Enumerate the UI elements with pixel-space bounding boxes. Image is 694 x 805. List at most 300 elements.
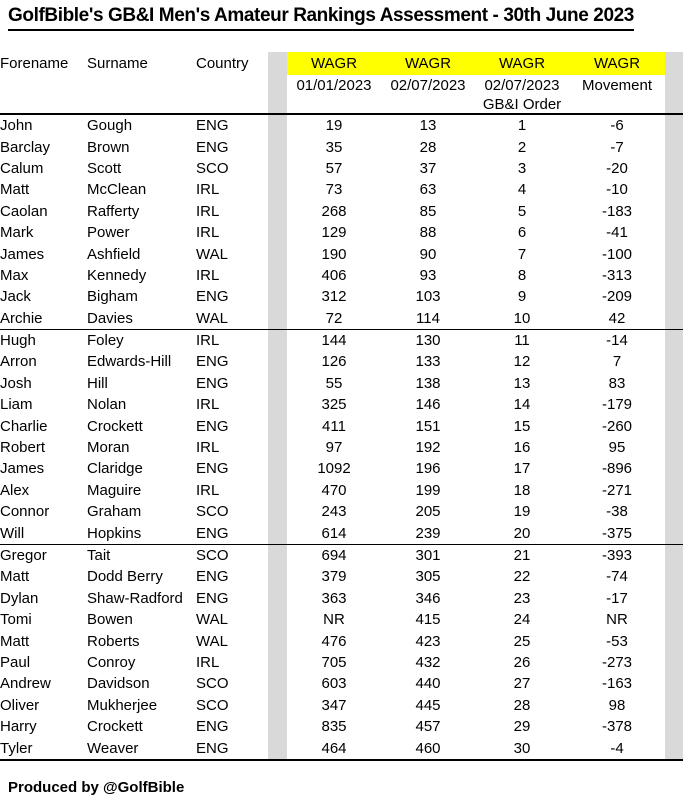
cell-wagr-jan: 129	[321, 224, 347, 242]
cell-surname: Davidson	[87, 675, 150, 693]
gray-spacer-band	[268, 286, 287, 307]
gray-spacer-band	[268, 329, 287, 351]
cell-movement: -53	[606, 632, 628, 650]
cell-movement: -14	[606, 332, 628, 350]
right-margin	[683, 716, 694, 737]
cell-surname: Foley	[87, 332, 124, 350]
cell-wagr-jul: 432	[415, 653, 441, 671]
gray-spacer-band	[268, 136, 287, 157]
cell-country: IRL	[196, 266, 220, 284]
table-row	[0, 136, 694, 157]
cell-gbi-order: 23	[513, 589, 531, 607]
gray-spacer-band	[665, 286, 683, 307]
cell-forename: Matt	[0, 568, 30, 586]
right-margin	[683, 136, 694, 157]
cell-wagr-jan: 73	[325, 181, 343, 199]
cell-gbi-order: 15	[513, 417, 531, 435]
table-row	[0, 437, 694, 458]
cell-wagr-jul: 440	[415, 675, 441, 693]
cell-gbi-order: 17	[513, 460, 531, 478]
cell-surname: Power	[87, 224, 130, 242]
cell-surname: Mukherjee	[87, 696, 158, 714]
cell-country: ENG	[196, 417, 229, 435]
cell-surname: Bowen	[87, 611, 133, 629]
cell-wagr-jan: NR	[323, 611, 345, 629]
cell-country: WAL	[196, 245, 228, 263]
cell-wagr-jul: 151	[415, 417, 441, 435]
right-margin	[683, 522, 694, 544]
gray-spacer-band	[268, 480, 287, 501]
gray-spacer-band	[665, 609, 683, 630]
cell-wagr-jul: 239	[381, 522, 475, 544]
cell-movement: -179	[601, 396, 633, 414]
right-margin	[683, 480, 694, 501]
gray-spacer-band	[268, 52, 287, 75]
cell-gbi-order: 24	[513, 611, 531, 629]
cell-country: IRL	[196, 396, 220, 414]
table-row	[0, 329, 694, 351]
gray-spacer-band	[665, 673, 683, 694]
cell-surname: Roberts	[87, 632, 140, 650]
cell-surname: Tait	[87, 547, 111, 564]
cell-wagr-jul: 445	[415, 696, 441, 714]
cell-movement: 95	[608, 439, 626, 457]
cell-gbi-order: 11	[514, 332, 530, 350]
cell-gbi-order: 12	[513, 353, 531, 371]
cell-movement: -393	[601, 547, 633, 564]
cell-wagr-jul: 460	[381, 737, 475, 759]
cell-gbi-order: 3	[517, 159, 527, 177]
cell-surname: Conroy	[87, 653, 136, 671]
cell-forename: James	[0, 245, 45, 263]
cell-gbi-order: 21	[513, 547, 531, 564]
cell-wagr-jan: 411	[322, 417, 346, 435]
cell-country: IRL	[196, 439, 220, 457]
gray-spacer-band	[268, 308, 287, 330]
cell-wagr-jan: 464	[287, 737, 381, 759]
cell-movement: -20	[606, 159, 628, 177]
header-row-order	[0, 96, 694, 114]
table-row	[0, 351, 694, 372]
right-margin	[683, 351, 694, 372]
cell-gbi-order: 13	[513, 374, 531, 392]
cell-wagr-jul: 133	[415, 353, 441, 371]
cell-movement: -74	[606, 568, 628, 586]
cell-country: IRL	[196, 224, 220, 242]
cell-wagr-jul: 146	[415, 396, 441, 414]
cell-movement: -378	[601, 718, 633, 736]
gray-spacer-band	[665, 695, 683, 716]
cell-gbi-order: 1	[517, 117, 527, 135]
cell-movement: -17	[606, 589, 628, 607]
gray-spacer-band	[665, 75, 683, 96]
table-row	[0, 695, 694, 716]
right-margin	[683, 201, 694, 222]
cell-country: SCO	[196, 503, 229, 521]
cell-surname: Shaw-Radford	[87, 589, 183, 607]
cell-country: ENG	[196, 568, 229, 586]
gray-spacer-band	[268, 501, 287, 522]
right-margin	[683, 501, 694, 522]
cell-surname: Graham	[87, 503, 142, 521]
gray-spacer-band	[665, 415, 683, 436]
cell-wagr-jul: 37	[419, 159, 437, 177]
cell-wagr-jan: 312	[321, 288, 347, 306]
cell-wagr-jan: 406	[321, 266, 347, 284]
gray-spacer-band	[268, 415, 287, 436]
cell-wagr-jan: 268	[321, 202, 347, 220]
gray-spacer-band	[268, 351, 287, 372]
cell-gbi-order: 9	[517, 288, 527, 306]
gray-spacer-band	[665, 544, 683, 566]
cell-gbi-order: 25	[513, 632, 531, 650]
cell-wagr-jan: 72	[287, 308, 381, 330]
right-margin	[683, 179, 694, 200]
cell-country: IRL	[196, 332, 220, 350]
right-margin	[683, 415, 694, 436]
cell-surname: Bigham	[87, 288, 138, 306]
cell-country: WAL	[196, 611, 228, 629]
right-margin	[683, 588, 694, 609]
cell-surname: Maguire	[87, 481, 142, 499]
cell-wagr-jan: 1092	[317, 460, 351, 478]
cell-surname: McClean	[87, 181, 147, 199]
cell-wagr-jan: 57	[325, 159, 343, 177]
gray-spacer-band	[268, 609, 287, 630]
cell-gbi-order: 2	[517, 138, 527, 156]
cell-surname: Crockett	[87, 417, 143, 435]
header-row-dates	[0, 75, 694, 96]
table-row	[0, 652, 694, 673]
gray-spacer-band	[665, 737, 683, 759]
table-row	[0, 480, 694, 501]
cell-wagr-jul: 85	[419, 202, 437, 220]
cell-wagr-jul: 199	[415, 481, 441, 499]
cell-surname: Weaver	[87, 737, 196, 759]
cell-country: SCO	[196, 696, 229, 714]
gray-spacer-band	[665, 96, 683, 114]
cell-forename: Matt	[0, 181, 30, 199]
gray-spacer-band	[665, 458, 683, 479]
cell-country: SCO	[196, 159, 229, 177]
cell-forename: Josh	[0, 374, 32, 392]
right-margin	[683, 329, 694, 351]
cell-forename: Connor	[0, 503, 50, 521]
header-row-labels	[0, 52, 694, 75]
cell-surname: Edwards-Hill	[87, 353, 172, 371]
cell-forename: Tomi	[0, 611, 32, 629]
table-body	[0, 114, 694, 760]
cell-forename: Matt	[0, 632, 30, 650]
gray-spacer-band	[665, 480, 683, 501]
cell-country: ENG	[196, 737, 268, 759]
cell-wagr-jan: 35	[325, 138, 343, 156]
cell-country: IRL	[196, 181, 220, 199]
cell-wagr-jan: 379	[321, 568, 347, 586]
cell-forename: Mark	[0, 224, 34, 242]
cell-gbi-order: 14	[513, 396, 531, 414]
right-margin	[683, 394, 694, 415]
page-title-text: GolfBible's GB&I Men's Amateur Rankings Assessment - 30th June 2023	[8, 5, 634, 31]
table-row	[0, 114, 694, 136]
cell-forename: Robert	[0, 439, 46, 457]
cell-forename: James	[0, 460, 45, 478]
right-margin	[683, 158, 694, 179]
cell-country: IRL	[196, 653, 220, 671]
cell-forename: Max	[0, 266, 29, 284]
cell-movement: -6	[610, 117, 624, 135]
footer-credit: Produced by @GolfBible	[8, 779, 185, 796]
col-header-country: Country	[196, 55, 249, 72]
cell-country: ENG	[196, 522, 268, 544]
gray-spacer-band	[268, 630, 287, 651]
cell-country: ENG	[196, 117, 229, 135]
subheader-date-jan: 01/01/2023	[296, 77, 372, 94]
table-row	[0, 265, 694, 286]
cell-wagr-jul: 457	[415, 718, 441, 736]
cell-movement: -183	[601, 202, 633, 220]
cell-movement: -260	[601, 417, 633, 435]
right-margin	[683, 265, 694, 286]
cell-wagr-jan: 705	[321, 653, 347, 671]
gray-spacer-band	[665, 308, 683, 330]
gray-spacer-band	[268, 588, 287, 609]
gray-spacer-band	[665, 243, 683, 264]
right-margin	[683, 695, 694, 716]
cell-forename: Archie	[0, 308, 87, 330]
gray-spacer-band	[665, 136, 683, 157]
subheader-gbi-order: GB&I Order	[475, 96, 569, 114]
cell-movement: -10	[606, 181, 628, 199]
cell-wagr-jan: 614	[287, 522, 381, 544]
table-row	[0, 673, 694, 694]
cell-surname: Gough	[87, 117, 133, 135]
subheader-date-order: 02/07/2023	[484, 77, 560, 94]
cell-wagr-jul: 415	[415, 611, 441, 629]
cell-gbi-order: 27	[513, 675, 531, 693]
cell-wagr-jul: 63	[419, 181, 437, 199]
gray-spacer-band	[268, 695, 287, 716]
cell-gbi-order: 22	[513, 568, 531, 586]
cell-country: IRL	[196, 202, 220, 220]
cell-country: ENG	[196, 589, 229, 607]
cell-movement: -271	[601, 481, 633, 499]
subheader-date-jul: 02/07/2023	[390, 77, 466, 94]
cell-forename: Hugh	[0, 332, 36, 350]
table-row	[0, 737, 694, 759]
cell-forename: John	[0, 117, 33, 135]
gray-spacer-band	[268, 373, 287, 394]
cell-wagr-jan: 55	[325, 374, 343, 392]
cell-wagr-jul: 301	[415, 547, 441, 564]
cell-gbi-order: 30	[475, 737, 569, 759]
cell-forename: Gregor	[0, 547, 47, 564]
cell-wagr-jul: 28	[419, 138, 437, 156]
cell-wagr-jul: 196	[415, 460, 441, 478]
gray-spacer-band	[268, 716, 287, 737]
cell-forename: Will	[0, 522, 87, 544]
table-row	[0, 394, 694, 415]
right-margin	[683, 437, 694, 458]
gray-spacer-band	[268, 114, 287, 136]
cell-wagr-jan: 470	[321, 481, 347, 499]
gray-spacer-band	[268, 544, 287, 566]
cell-surname: Claridge	[87, 460, 143, 478]
gray-spacer-band	[268, 201, 287, 222]
right-margin	[683, 458, 694, 479]
cell-gbi-order: 4	[517, 181, 527, 199]
cell-country: ENG	[196, 460, 229, 478]
col-header-wagr-jan: WAGR	[287, 52, 381, 75]
cell-country: ENG	[196, 138, 229, 156]
right-margin	[683, 673, 694, 694]
cell-surname: Dodd Berry	[87, 568, 163, 586]
cell-wagr-jul: 114	[381, 308, 475, 330]
col-header-forename: Forename	[0, 55, 69, 72]
cell-movement: -313	[601, 266, 633, 284]
cell-forename: Paul	[0, 653, 31, 671]
cell-movement: 42	[569, 308, 665, 330]
gray-spacer-band	[665, 373, 683, 394]
table-row	[0, 179, 694, 200]
cell-wagr-jul: 90	[419, 245, 437, 263]
gray-spacer-band	[268, 437, 287, 458]
cell-forename: Barclay	[0, 138, 51, 156]
col-header-wagr-jul: WAGR	[381, 52, 475, 75]
cell-forename: Caolan	[0, 202, 48, 220]
col-header-wagr-order: WAGR	[475, 52, 569, 75]
cell-country: SCO	[196, 547, 229, 564]
cell-country: WAL	[196, 632, 228, 650]
cell-movement: -163	[601, 675, 633, 693]
cell-gbi-order: 29	[513, 718, 531, 736]
cell-wagr-jul: 138	[415, 374, 441, 392]
cell-country: WAL	[196, 308, 268, 330]
gray-spacer-band	[268, 458, 287, 479]
cell-forename: Andrew	[0, 675, 51, 693]
cell-wagr-jan: 603	[321, 675, 347, 693]
cell-wagr-jan: 325	[321, 396, 347, 414]
cell-forename: Calum	[0, 159, 44, 177]
table-row	[0, 201, 694, 222]
gray-spacer-band	[665, 158, 683, 179]
cell-gbi-order: 16	[513, 439, 531, 457]
cell-surname: Davies	[87, 308, 196, 330]
cell-wagr-jul: 13	[419, 117, 437, 135]
cell-movement: -896	[601, 460, 633, 478]
cell-wagr-jul: 93	[419, 266, 437, 284]
cell-gbi-order: 20	[475, 522, 569, 544]
gray-spacer-band	[665, 265, 683, 286]
cell-movement: NR	[606, 611, 628, 629]
cell-country: ENG	[196, 718, 229, 736]
gray-spacer-band	[268, 222, 287, 243]
right-margin	[683, 308, 694, 330]
cell-country: IRL	[196, 481, 220, 499]
gray-spacer-band	[665, 329, 683, 351]
cell-movement: -7	[610, 138, 624, 156]
cell-wagr-jan: 144	[321, 332, 347, 350]
subheader-movement: Movement	[581, 77, 653, 94]
table-row	[0, 415, 694, 436]
table-row	[0, 716, 694, 737]
right-margin	[683, 75, 694, 96]
gray-spacer-band	[665, 52, 683, 75]
cell-surname: Scott	[87, 159, 122, 177]
gray-spacer-band	[665, 437, 683, 458]
page-title	[8, 5, 634, 31]
table-row	[0, 609, 694, 630]
cell-gbi-order: 26	[513, 653, 531, 671]
right-margin	[683, 286, 694, 307]
gray-spacer-band	[665, 588, 683, 609]
right-margin	[683, 96, 694, 114]
cell-gbi-order: 18	[513, 481, 531, 499]
cell-movement: 83	[608, 374, 626, 392]
right-margin	[683, 609, 694, 630]
table-row	[0, 243, 694, 264]
cell-wagr-jan: 694	[321, 547, 347, 564]
cell-gbi-order: 19	[513, 503, 531, 521]
cell-country: ENG	[196, 374, 229, 392]
right-margin	[683, 373, 694, 394]
table-row	[0, 522, 694, 544]
cell-wagr-jul: 88	[419, 224, 437, 242]
gray-spacer-band	[268, 652, 287, 673]
cell-movement: -38	[606, 503, 628, 521]
cell-country: ENG	[196, 353, 229, 371]
cell-forename: Tyler	[0, 737, 87, 759]
cell-forename: Liam	[0, 396, 33, 414]
gray-spacer-band	[665, 201, 683, 222]
right-margin	[683, 114, 694, 136]
gray-spacer-band	[268, 737, 287, 759]
gray-spacer-band	[268, 75, 287, 96]
gray-spacer-band	[268, 522, 287, 544]
gray-spacer-band	[268, 158, 287, 179]
table-row	[0, 544, 694, 566]
cell-wagr-jan: 476	[321, 632, 347, 650]
cell-surname: Crockett	[87, 718, 143, 736]
table-header	[0, 52, 694, 114]
cell-wagr-jan: 126	[321, 353, 347, 371]
gray-spacer-band	[665, 716, 683, 737]
gray-spacer-band	[665, 222, 683, 243]
right-margin	[683, 630, 694, 651]
cell-movement: -375	[569, 522, 665, 544]
cell-movement: -100	[601, 245, 633, 263]
gray-spacer-band	[268, 179, 287, 200]
right-margin	[683, 243, 694, 264]
cell-forename: Charlie	[0, 417, 48, 435]
gray-spacer-band	[665, 114, 683, 136]
cell-wagr-jan: 347	[321, 696, 347, 714]
right-margin	[683, 544, 694, 566]
right-margin	[683, 566, 694, 587]
cell-surname: Kennedy	[87, 266, 147, 284]
gray-spacer-band	[665, 179, 683, 200]
cell-gbi-order: 28	[513, 696, 531, 714]
rankings-table	[0, 52, 694, 761]
right-margin	[683, 737, 694, 759]
cell-wagr-jul: 305	[415, 568, 441, 586]
gray-spacer-band	[665, 630, 683, 651]
gray-spacer-band	[268, 394, 287, 415]
gray-spacer-band	[268, 673, 287, 694]
table-row	[0, 158, 694, 179]
cell-forename: Jack	[0, 288, 31, 306]
table-row	[0, 566, 694, 587]
